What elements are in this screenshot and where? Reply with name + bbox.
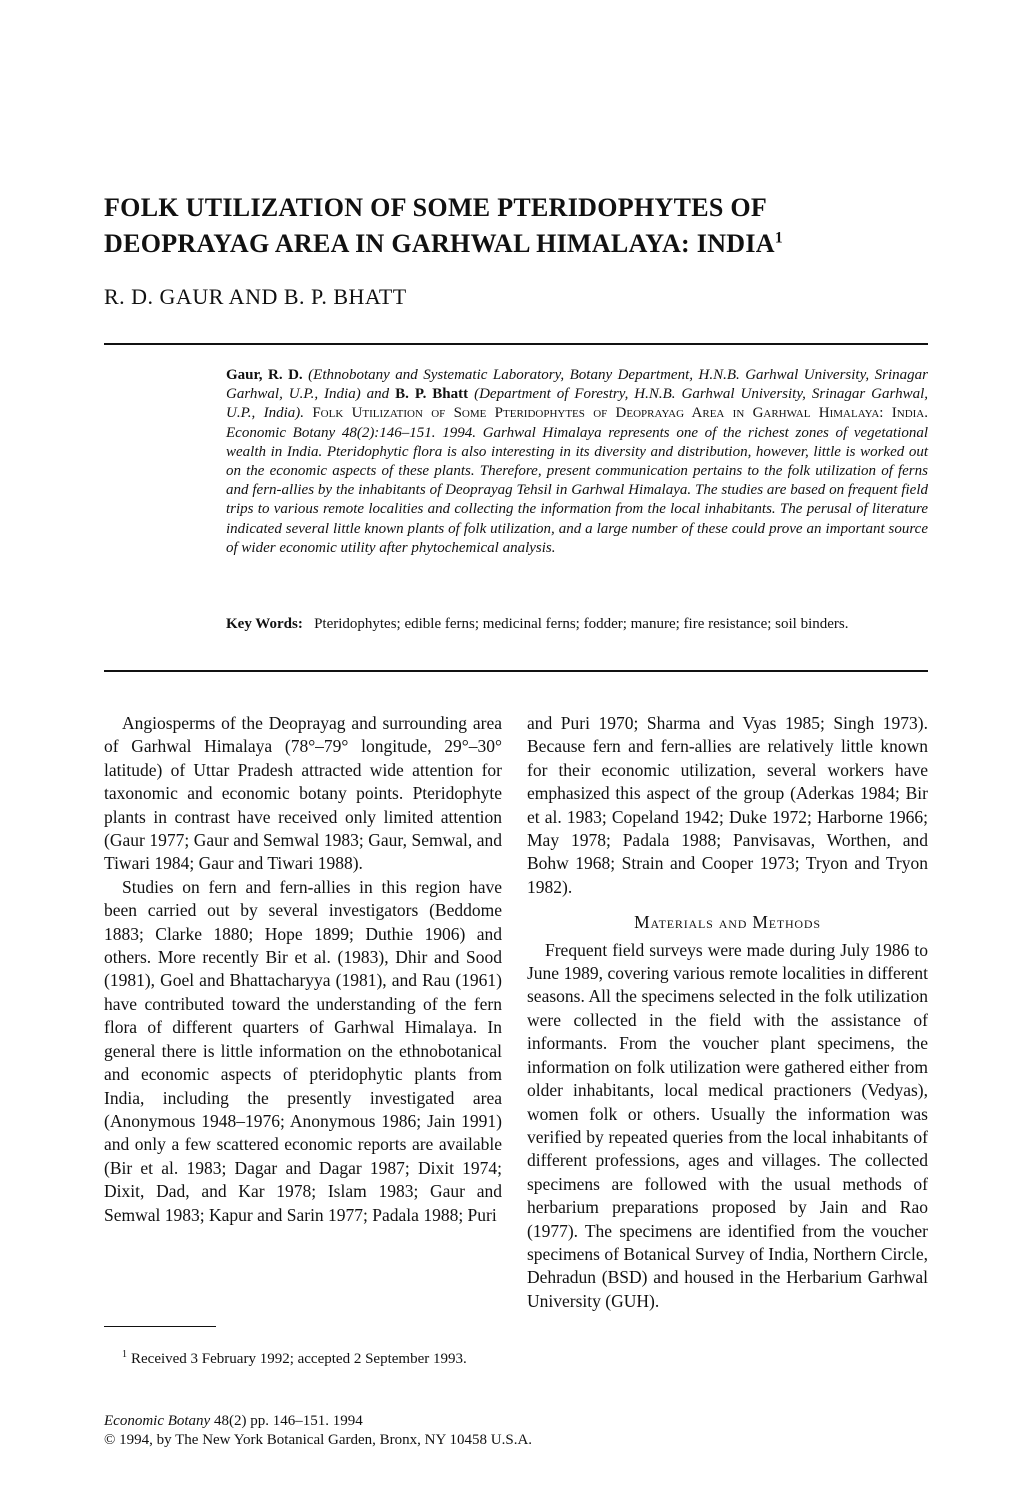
footer-journal: Economic Botany bbox=[104, 1413, 211, 1429]
paragraph: Angiosperms of the Deoprayag and surrounding area of Garhwal Himalaya (78°–79° longitude, 29°–30° latitude) of Uttar Pradesh attracted wide attention for taxonomic and economic botany points. Pteridophyte plants in contrast have received only limited attention (Gaur 1977; Gaur and Semwal 1983; Gaur, Semwal, and Tiwari 1984; Gaur and Tiwari 1988). bbox=[104, 713, 502, 874]
abstract bbox=[226, 366, 928, 558]
abstract-body: Garhwal Himalaya represents one of the richest zones of vegetational wealth in India. Pteridophytic flora is also interesting in its diversity and distribution, however, little is worked out on the economic aspects of these plants. Therefore, present communication pertains to the folk utilization of ferns and fern-allies by the inhabitants of Deoprayag Tehsil in Garhwal Himalaya. The studies are based on frequent field trips to various remote localities and collecting the information from the local inhabitants. The perusal of literature indicated several little known plants of folk utilization, and a large number of these could prove an important source of wider economic utility after phytochemical analysis. bbox=[226, 424, 929, 556]
abstract-affiliation-1: (Ethnobotany and Systematic Laboratory, Botany Department, H.N.B. Garhwal University, Srinagar Garhwal, U.P., India) and bbox=[226, 367, 928, 403]
abstract-author-2: B. P. Bhatt bbox=[395, 386, 469, 403]
footnote-text: Received 3 February 1992; accepted 2 September 1993. bbox=[131, 1351, 467, 1367]
footer-citation-line bbox=[104, 1412, 532, 1431]
title-line-1: FOLK UTILIZATION OF SOME PTERIDOPHYTES OF bbox=[104, 193, 768, 222]
paragraph: and Puri 1970; Sharma and Vyas 1985; Singh 1973). Because fern and fern-allies are relatively little known for their economic utilization, several workers have emphasized this aspect of the group (Aderkas 1984; Bir et al. 1983; Copeland 1942; Duke 1972; Harborne 1966; May 1978; Padala 1988; Panvisavas, Worthen, and Bohw 1968; Strain and Cooper 1973; Tryon and Tryon 1982). bbox=[527, 713, 928, 897]
footnote bbox=[104, 1345, 502, 1369]
title-footnote-mark: 1 bbox=[774, 229, 783, 247]
body-column-right bbox=[527, 712, 928, 1313]
top-rule bbox=[104, 343, 928, 345]
body-column-left bbox=[104, 712, 502, 1227]
abstract-author-1: Gaur, R. D. bbox=[226, 367, 303, 383]
paragraph: Studies on fern and fern-allies in this region have been carried out by several investigators (Beddome 1883; Clarke 1880; Hope 1899; Duthie 1906) and others. More recently Bir et al. (1983), Dhir and Sood (1981), Goel and Bhattacharyya (1981), and Rau (1961) have contributed toward the understanding of the fern flora of different quarters of Garhwal Himalaya. In general there is little information on the ethnobotanical and economic aspects of pteridophytic plants from India, including the presently investigated area (Anonymous 1948–1976; Anonymous 1986; Jain 1991) and only a few scattered economic reports are available (Bir et al. 1983; Dagar and Dagar 1987; Dixit 1974; Dixit, Dad, and Kar 1978; Islam 1983; Gaur and Semwal 1983; Kapur and Sarin 1977; Padala 1988; Puri bbox=[104, 876, 502, 1225]
paragraph: Frequent field surveys were made during July 1986 to June 1989, covering various remote localities in different seasons. All the specimens selected in the folk utilization were collected in the field with the assistance of informants. From the voucher plant specimens, the information on folk utilization were gathered either from older inhabitants, local medical practioners (Vedyas), women folk or others. Usually the information was verified by repeated queries from the local inhabitants of different professions, ages and villages. The collected specimens are followed with the usual methods of herbarium preparations proposed by Jain and Rao (1977). The specimens are identified from the voucher specimens of Botanical Survey of India, Northern Circle, Dehradun (BSD) and housed in the Herbarium Garhwal University (GUH). bbox=[527, 939, 928, 1311]
title-line-2 bbox=[104, 226, 944, 262]
abstract-citation-title: Folk Utilization of Some Pteridophytes of Deoprayag Area in Garhwal Himalaya: India. bbox=[312, 405, 929, 422]
author-line: R. D. GAUR AND B. P. BHATT bbox=[104, 284, 407, 309]
keywords-label: Key Words: bbox=[226, 616, 303, 632]
abstract-citation-journal: Economic Botany 48(2):146–151. 1994. bbox=[226, 424, 476, 441]
footer-citation: 48(2) pp. 146–151. 1994 bbox=[210, 1413, 363, 1429]
bottom-rule bbox=[104, 670, 928, 672]
keywords bbox=[226, 615, 928, 634]
footnote-rule bbox=[104, 1326, 216, 1327]
article-title bbox=[104, 190, 944, 262]
section-heading: Materials and Methods bbox=[634, 912, 821, 933]
page-footer bbox=[104, 1412, 532, 1450]
footnote-mark: 1 bbox=[122, 1349, 127, 1360]
abstract-affiliation-2: (Department of Forestry, H.N.B. Garhwal University, Srinagar Garhwal, U.P., India). bbox=[226, 386, 929, 422]
keywords-text: Pteridophytes; edible ferns; medicinal ferns; fodder; manure; fire resistance; soil binders. bbox=[314, 616, 849, 632]
footer-copyright: © 1994, by The New York Botanical Garden, Bronx, NY 10458 U.S.A. bbox=[104, 1432, 533, 1448]
title-line-2-text: DEOPRAYAG AREA IN GARHWAL HIMALAYA: INDIA bbox=[104, 229, 775, 258]
